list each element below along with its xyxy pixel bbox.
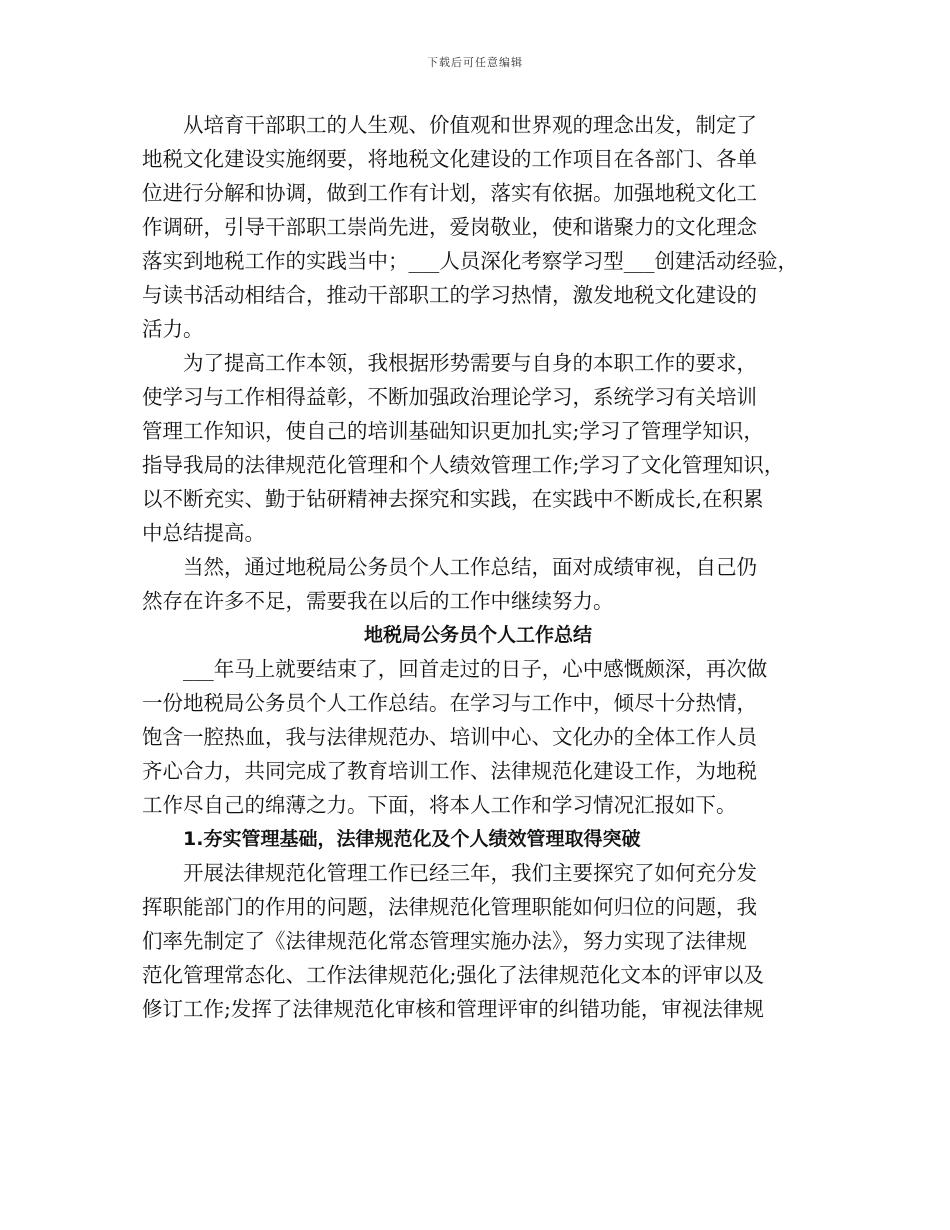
paragraph-intro — [142, 652, 814, 822]
text-line: ___年马上就要结束了，回首走过的日子，心中感慨颇深，再次做 — [183, 657, 768, 681]
text-line: 挥职能部门的作用的问题，法律规范化管理职能如何归位的问题，我 — [142, 895, 757, 919]
text-line: 然存在许多不足，需要我在以后的工作中继续努力。 — [142, 589, 614, 613]
subheading: 1.夯实管理基础，法律规范化及个人绩效管理取得突破 — [183, 828, 641, 850]
text-line: 们率先制定了《法律规范化常态管理实施办法》，努力实现了法律规 — [142, 929, 747, 953]
text-line: 使学习与工作相得益彰，不断加强政治理论学习，系统学习有关培训 — [142, 385, 757, 409]
text-line: 中总结提高。 — [142, 521, 265, 545]
text-line: 一份地税局公务员个人工作总结。在学习与工作中，倾尽十分热情， — [142, 691, 757, 715]
text-line: 从培育干部职工的人生观、价值观和世界观的理念出发，制定了 — [183, 113, 757, 137]
text-line: 饱含一腔热血，我与法律规范办、培训中心、文化办的全体工作人员 — [142, 725, 757, 749]
text-line: 当然，通过地税局公务员个人工作总结，面对成绩审视，自己仍 — [183, 555, 757, 579]
text-line: 位进行分解和协调，做到工作有计划，落实有依据。加强地税文化工 — [142, 181, 757, 205]
text-line: 落实到地税工作的实践当中；___人员深化考察学习型___创建活动经验， — [142, 249, 798, 273]
text-line: 管理工作知识，使自己的培训基础知识更加扎实;学习了管理学知识， — [142, 419, 764, 443]
paragraph-study — [142, 346, 814, 550]
text-line: 范化管理常态化、工作法律规范化;强化了法律规范化文本的评审以及 — [142, 963, 764, 987]
text-line: 工作尽自己的绵薄之力。下面，将本人工作和学习情况汇报如下。 — [142, 793, 737, 817]
text-line: 齐心合力，共同完成了教育培训工作、法律规范化建设工作，为地税 — [142, 759, 757, 783]
text-line: 与读书活动相结合，推动干部职工的学习热情，激发地税文化建设的 — [142, 283, 757, 307]
text-line: 修订工作;发挥了法律规范化审核和管理评审的纠错功能，审视法律规 — [142, 997, 764, 1021]
page-header: 下载后可任意编辑 — [427, 56, 523, 69]
paragraph-culture — [142, 108, 814, 346]
text-line: 指导我局的法律规范化管理和个人绩效管理工作;学习了文化管理知识， — [142, 453, 785, 477]
paragraph-legal — [142, 856, 814, 1026]
text-line: 以不断充实、勤于钻研精神去探究和实践，在实践中不断成长,在积累 — [142, 487, 764, 511]
section-title: 地税局公务员个人工作总结 — [363, 624, 592, 646]
paragraph-conclusion — [142, 550, 814, 618]
text-line: 地税文化建设实施纲要，将地税文化建设的工作项目在各部门、各单 — [142, 147, 757, 171]
text-line: 活力。 — [142, 317, 204, 341]
document-body — [142, 108, 814, 1026]
text-line: 为了提高工作本领，我根据形势需要与自身的本职工作的要求， — [183, 351, 757, 375]
text-line: 开展法律规范化管理工作已经三年，我们主要探究了如何充分发 — [183, 861, 757, 885]
text-line: 作调研，引导干部职工崇尚先进，爱岗敬业，使和谐聚力的文化理念 — [142, 215, 757, 239]
